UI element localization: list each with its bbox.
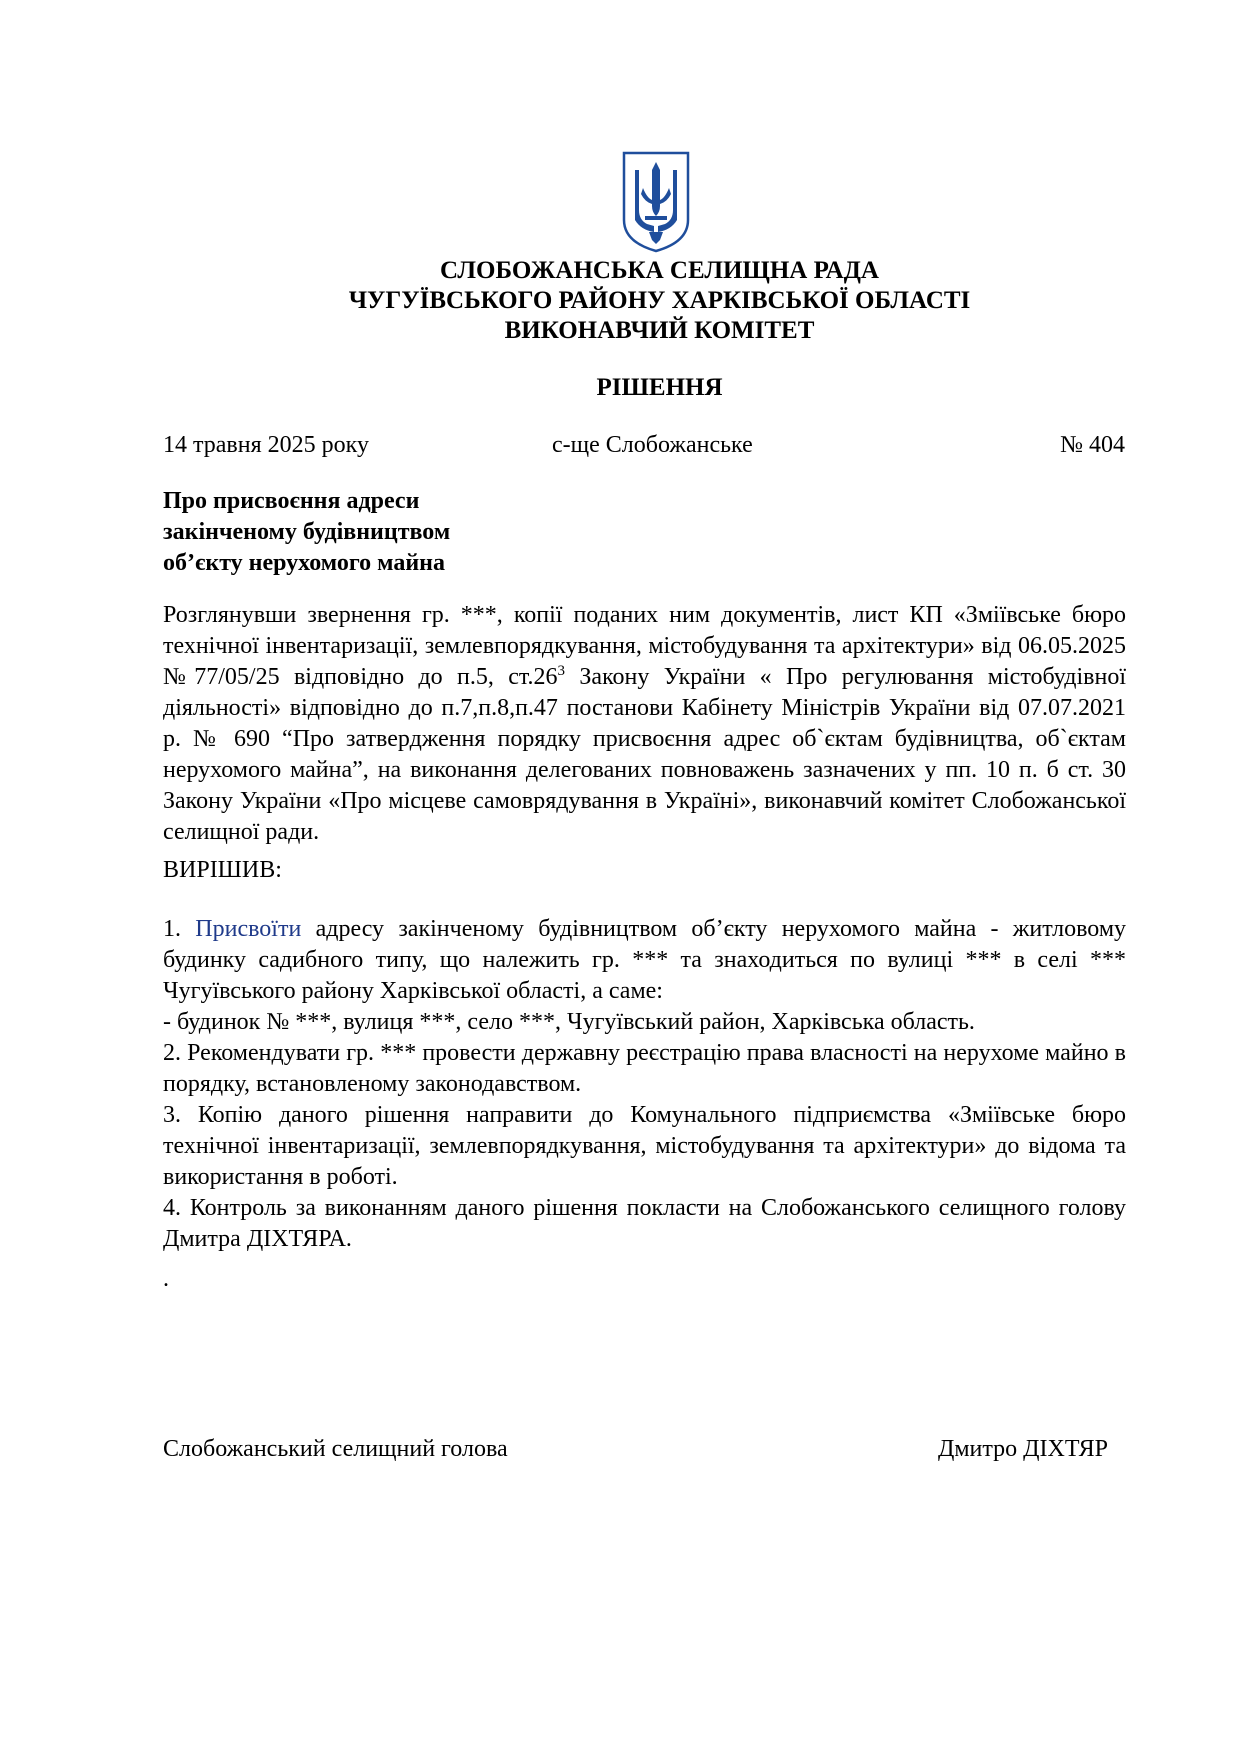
subject-line: об’єкту нерухомого майна — [163, 550, 445, 576]
item-number: 1. — [163, 916, 196, 942]
decision-subject — [163, 486, 450, 579]
signatory-position: Слобожанський селищний голова — [163, 1436, 508, 1462]
decision-items — [163, 914, 1126, 1255]
decision-item-1-address: - будинок № ***, вулиця ***, село ***, Чугуївський район, Харківська область. — [163, 1009, 975, 1035]
document-date: 14 травня 2025 року — [163, 432, 369, 458]
district-region-name: ЧУГУЇВСЬКОГО РАЙОНУ ХАРКІВСЬКОЇ ОБЛАСТІ — [348, 287, 971, 314]
document-number: № 404 — [1060, 432, 1125, 458]
coat-of-arms-of-ukraine-icon — [621, 150, 691, 254]
preamble-text: Розглянувши звернення гр. ***, копії поданих ним документів, лист КП «Зміївське бюро технічної інвентаризації, землевпорядкування, містобудування та архітектури» від 06.05.2025 №77/05/25 відповідно до п.5, ст.26 — [163, 602, 1126, 690]
article-superscript: 3 — [557, 663, 566, 679]
item-text: адресу закінченому будівництвом об’єкту нерухомого майна - житловому будинку садибного типу, що належить гр. *** та знаходиться по вулиці *** в селі *** Чугуївського району Харківської області, а саме: — [163, 916, 1127, 1004]
document-place: с-ще Слобожанське — [552, 432, 753, 458]
subject-line: Про присвоєння адреси — [163, 488, 420, 514]
decision-item-1 — [163, 914, 1126, 1007]
preamble-paragraph — [163, 600, 1126, 848]
subject-line: закінченому будівництвом — [163, 519, 451, 545]
document-title: РІШЕННЯ — [596, 374, 723, 401]
stray-dot: . — [163, 1266, 169, 1292]
decided-label: ВИРІШИВ: — [163, 857, 282, 883]
executive-committee-name: ВИКОНАВЧИЙ КОМІТЕТ — [504, 317, 815, 344]
item-verb: Присвоїти — [195, 916, 302, 942]
council-name: СЛОБОЖАНСЬКА СЕЛИЩНА РАДА — [440, 257, 879, 284]
signatory-name: Дмитро ДІХТЯР — [938, 1436, 1108, 1462]
preamble-text: Закону України « Про регулювання містобудівної діяльності» відповідно до п.7,п.8,п.47 постанови Кабінету Міністрів України від 07.07.2021 р. № 690 “Про затвердження порядку присвоєння адрес об`єктам будівництва, об`єктам нерухомого майна”, на виконання делегованих повноважень зазначених у пп. 10 п. б ст. 30 Закону України «Про місцеве самоврядування в Україні», виконавчий комітет Слобожанської селищної ради. — [163, 664, 1126, 845]
decision-item-2: 2. Рекомендувати гр. *** провести державну реєстрацію права власності на нерухоме майно в порядку, встановленому законодавством. — [163, 1040, 1126, 1097]
decision-item-3: 3. Копію даного рішення направити до Комунального підприємства «Зміївське бюро технічної інвентаризації, землевпорядкування, містобудування та архітектури» до відома та використання в роботі. — [163, 1102, 1126, 1190]
decision-item-4: 4. Контроль за виконанням даного рішення покласти на Слобожанського селищного голову Дмитра ДІХТЯРА. — [163, 1195, 1126, 1252]
